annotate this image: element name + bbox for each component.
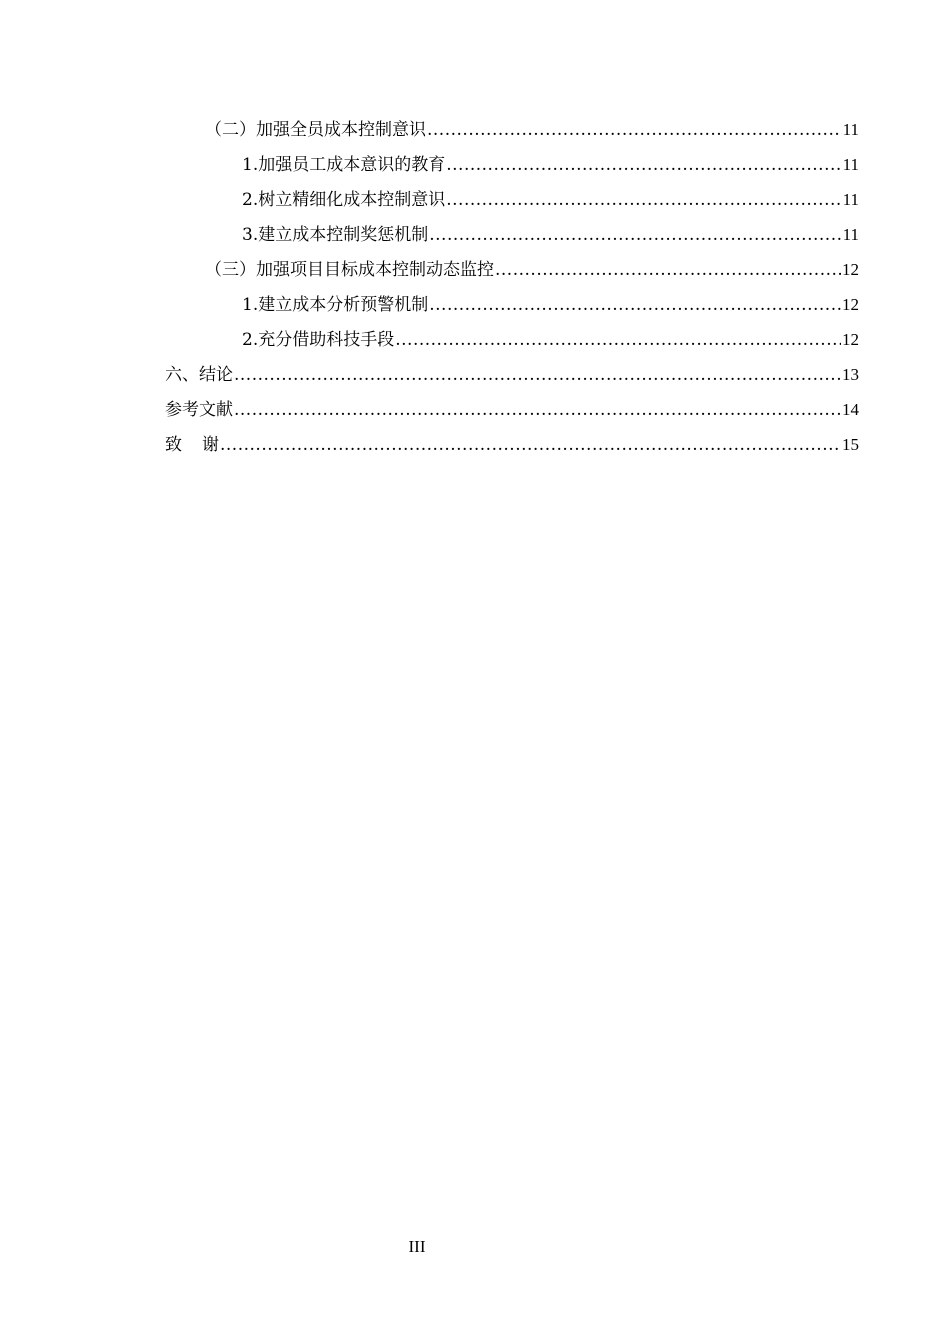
toc-dot-leader <box>446 152 841 178</box>
toc-dot-leader <box>446 187 841 213</box>
toc-entry[interactable] <box>0 213 950 248</box>
toc-entry-label: 1.加强员工成本意识的教育 <box>242 155 446 175</box>
toc-entry-label: 2.充分借助科技手段 <box>242 330 395 350</box>
toc-entry-page: 11 <box>842 155 859 174</box>
toc-entry[interactable] <box>0 283 950 318</box>
toc-dot-leader <box>395 327 841 353</box>
toc-entry[interactable] <box>0 178 950 213</box>
toc-dot-leader <box>234 362 841 388</box>
toc-entry[interactable] <box>0 388 950 423</box>
toc-entry-page: 13 <box>842 365 859 384</box>
toc-entry[interactable] <box>0 318 950 353</box>
toc-entry-label: 六、结论 <box>165 365 233 385</box>
toc-entry-page: 12 <box>842 295 859 314</box>
toc-entry-page: 11 <box>842 120 859 139</box>
toc-entry-label: 参考文献 <box>165 400 233 420</box>
table-of-contents <box>0 108 950 458</box>
toc-dot-leader <box>429 292 841 318</box>
toc-dot-leader <box>220 432 841 458</box>
toc-dot-leader <box>234 397 841 423</box>
toc-entry-page: 14 <box>842 400 859 419</box>
toc-dot-leader <box>429 222 841 248</box>
toc-entry-label: 3.建立成本控制奖惩机制 <box>242 225 429 245</box>
toc-entry-label-part: 谢 <box>202 435 219 455</box>
toc-entry-label <box>165 432 219 458</box>
toc-entry[interactable] <box>0 108 950 143</box>
toc-entry-page: 11 <box>842 190 859 209</box>
page-number-footer: III <box>408 1237 426 1256</box>
toc-entry-page: 15 <box>842 435 859 454</box>
toc-dot-leader <box>427 117 842 143</box>
toc-entry-label: 2.树立精细化成本控制意识 <box>242 190 446 210</box>
toc-entry[interactable] <box>0 423 950 458</box>
toc-entry[interactable] <box>0 248 950 283</box>
toc-entry-label: （三）加强项目目标成本控制动态监控 <box>205 260 494 280</box>
toc-entry-page: 12 <box>842 330 859 349</box>
toc-entry-label: （二）加强全员成本控制意识 <box>205 120 426 140</box>
toc-entry[interactable] <box>0 143 950 178</box>
toc-dot-leader <box>495 257 841 283</box>
toc-entry-label: 1.建立成本分析预警机制 <box>242 295 429 315</box>
toc-entry-page: 11 <box>842 225 859 244</box>
toc-entry-page: 12 <box>842 260 859 279</box>
toc-entry[interactable] <box>0 353 950 388</box>
toc-entry-label-part: 致 <box>165 435 182 455</box>
